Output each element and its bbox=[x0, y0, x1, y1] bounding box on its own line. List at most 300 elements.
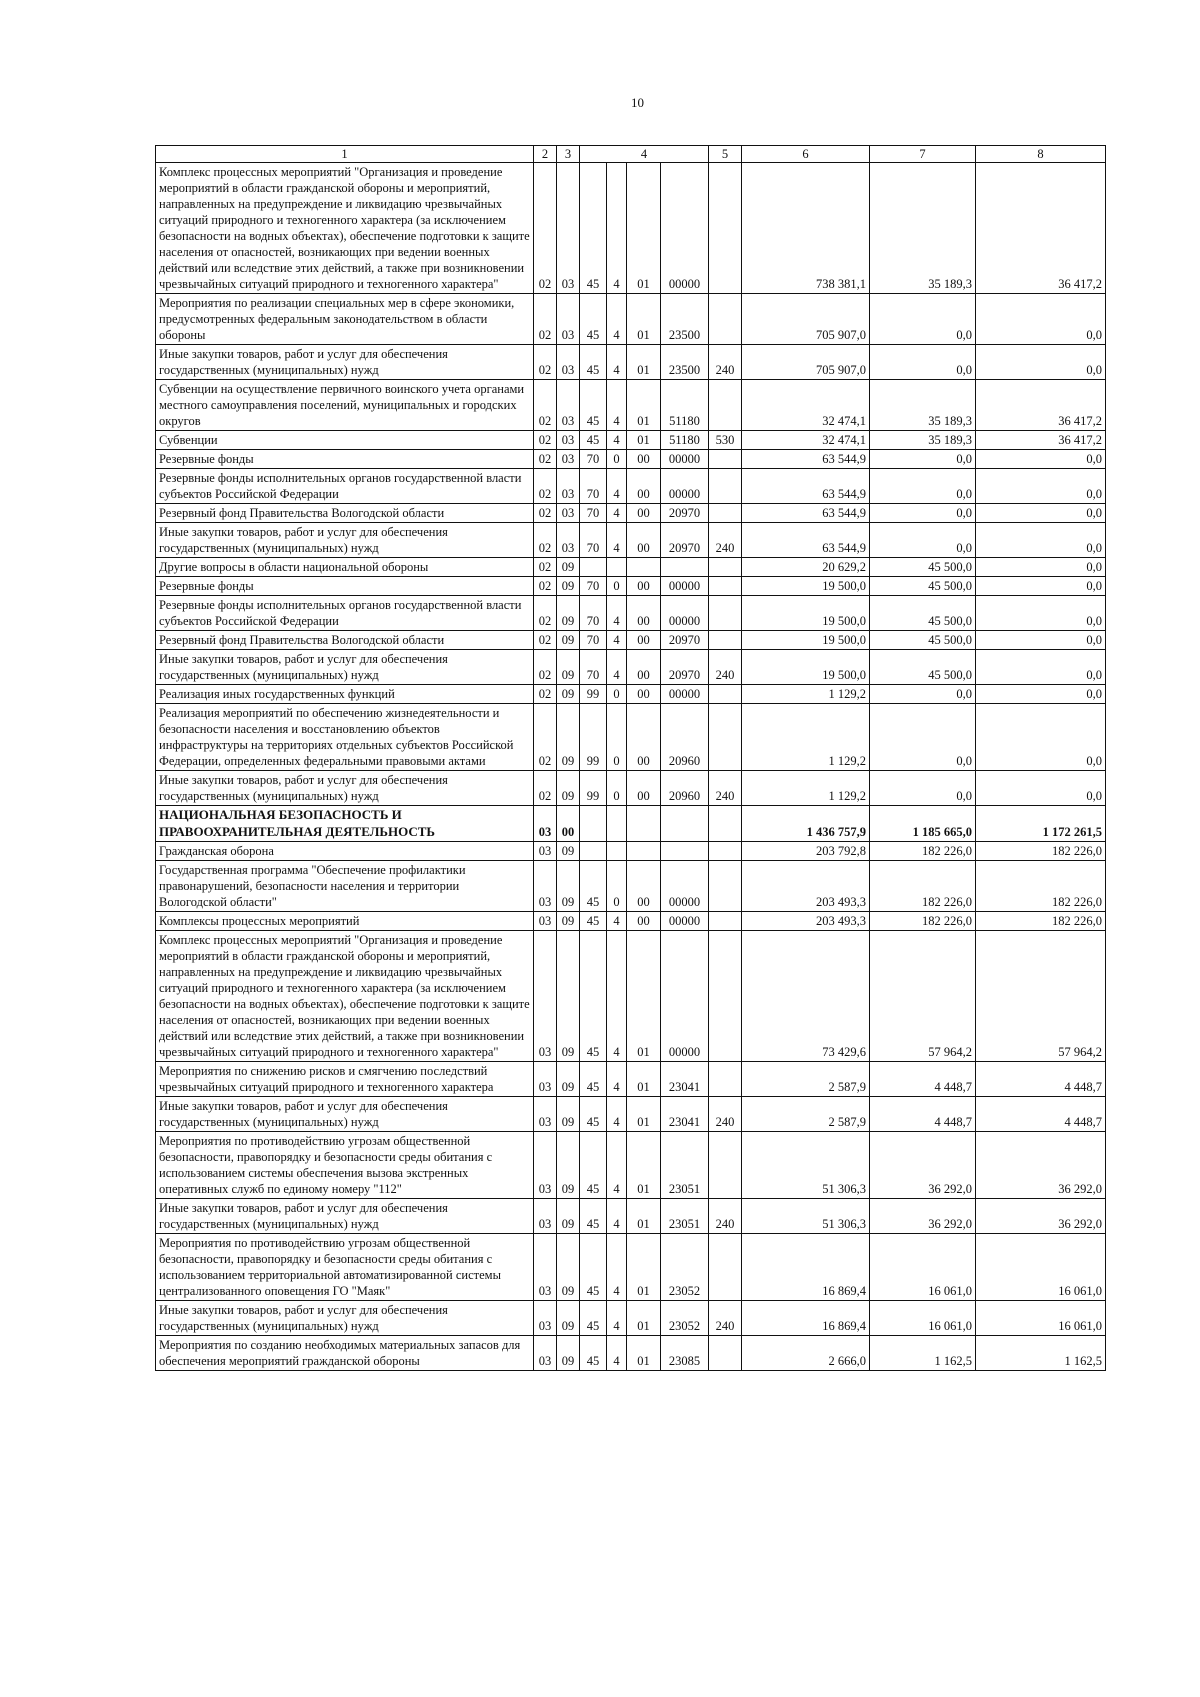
row-expense-type-code bbox=[709, 469, 742, 504]
row-amount-col6: 51 306,3 bbox=[742, 1199, 870, 1234]
row-direction-code: 00000 bbox=[661, 577, 709, 596]
row-subsection-code: 03 bbox=[557, 504, 580, 523]
row-amount-col8: 36 417,2 bbox=[976, 431, 1106, 450]
row-name: Мероприятия по реализации специальных мер в сфере экономики, предусмотренных федеральным законодательством в области обороны bbox=[156, 294, 534, 345]
row-amount-col7: 0,0 bbox=[870, 450, 976, 469]
row-direction-code: 23052 bbox=[661, 1234, 709, 1301]
row-amount-col7: 45 500,0 bbox=[870, 631, 976, 650]
row-expense-type-code bbox=[709, 450, 742, 469]
row-amount-col8: 182 226,0 bbox=[976, 912, 1106, 931]
row-subprogram-code: 00 bbox=[627, 469, 661, 504]
row-amount-col7: 57 964,2 bbox=[870, 931, 976, 1062]
row-direction-code bbox=[661, 558, 709, 577]
row-subprogram-code: 01 bbox=[627, 380, 661, 431]
row-amount-col8: 1 162,5 bbox=[976, 1336, 1106, 1371]
row-type-code bbox=[607, 806, 627, 842]
row-expense-type-code: 240 bbox=[709, 1199, 742, 1234]
row-subsection-code: 09 bbox=[557, 912, 580, 931]
row-expense-type-code: 240 bbox=[709, 1097, 742, 1132]
table-row bbox=[156, 1097, 1106, 1132]
row-expense-type-code bbox=[709, 704, 742, 771]
row-type-code: 4 bbox=[607, 1097, 627, 1132]
row-amount-col6: 32 474,1 bbox=[742, 380, 870, 431]
row-section-code: 02 bbox=[534, 685, 557, 704]
row-expense-type-code bbox=[709, 504, 742, 523]
row-name: Субвенции на осуществление первичного воинского учета органами местного самоуправления поселений, муниципальных и городских округов bbox=[156, 380, 534, 431]
row-type-code: 4 bbox=[607, 469, 627, 504]
row-amount-col8: 0,0 bbox=[976, 294, 1106, 345]
row-direction-code: 23051 bbox=[661, 1199, 709, 1234]
row-type-code: 0 bbox=[607, 685, 627, 704]
table-row bbox=[156, 596, 1106, 631]
row-expense-type-code bbox=[709, 931, 742, 1062]
row-subsection-code: 09 bbox=[557, 1097, 580, 1132]
row-subprogram-code: 00 bbox=[627, 523, 661, 558]
row-amount-col6: 32 474,1 bbox=[742, 431, 870, 450]
row-subsection-code: 09 bbox=[557, 577, 580, 596]
row-name: Резервные фонды bbox=[156, 450, 534, 469]
row-amount-col6: 203 493,3 bbox=[742, 861, 870, 912]
row-section-code: 02 bbox=[534, 431, 557, 450]
row-program-code: 45 bbox=[580, 1336, 607, 1371]
row-direction-code: 00000 bbox=[661, 163, 709, 294]
table-row bbox=[156, 861, 1106, 912]
row-subprogram-code: 00 bbox=[627, 504, 661, 523]
row-amount-col8: 0,0 bbox=[976, 631, 1106, 650]
row-amount-col6: 1 436 757,9 bbox=[742, 806, 870, 842]
row-section-code: 02 bbox=[534, 380, 557, 431]
row-program-code: 45 bbox=[580, 931, 607, 1062]
row-name: Субвенции bbox=[156, 431, 534, 450]
row-amount-col8: 0,0 bbox=[976, 771, 1106, 806]
row-direction-code: 23085 bbox=[661, 1336, 709, 1371]
table-row bbox=[156, 163, 1106, 294]
row-type-code: 4 bbox=[607, 1132, 627, 1199]
row-name: Мероприятия по противодействию угрозам общественной безопасности, правопорядку и безопасности среды обитания с использованием системы обеспечения вызова экстренных оперативных служб по единому номеру "112" bbox=[156, 1132, 534, 1199]
row-name: Другие вопросы в области национальной обороны bbox=[156, 558, 534, 577]
row-subsection-code: 03 bbox=[557, 345, 580, 380]
row-amount-col7: 0,0 bbox=[870, 469, 976, 504]
row-subprogram-code: 01 bbox=[627, 431, 661, 450]
row-name: Мероприятия по созданию необходимых материальных запасов для обеспечения мероприятий гражданской обороны bbox=[156, 1336, 534, 1371]
row-expense-type-code bbox=[709, 294, 742, 345]
row-amount-col7: 0,0 bbox=[870, 504, 976, 523]
row-amount-col8: 0,0 bbox=[976, 650, 1106, 685]
row-section-code: 02 bbox=[534, 596, 557, 631]
table-row bbox=[156, 1336, 1106, 1371]
row-section-code: 02 bbox=[534, 523, 557, 558]
row-amount-col7: 45 500,0 bbox=[870, 596, 976, 631]
row-name: Мероприятия по противодействию угрозам общественной безопасности, правопорядку и безопасности среды обитания с использованием территориальной автоматизированной системы централизованного оповещения ГО "Маяк" bbox=[156, 1234, 534, 1301]
row-expense-type-code bbox=[709, 1336, 742, 1371]
row-direction-code: 23041 bbox=[661, 1097, 709, 1132]
row-program-code: 99 bbox=[580, 685, 607, 704]
row-type-code: 4 bbox=[607, 1336, 627, 1371]
row-name: Иные закупки товаров, работ и услуг для обеспечения государственных (муниципальных) нужд bbox=[156, 650, 534, 685]
row-amount-col7: 0,0 bbox=[870, 523, 976, 558]
row-subprogram-code: 01 bbox=[627, 345, 661, 380]
row-amount-col7: 4 448,7 bbox=[870, 1062, 976, 1097]
row-expense-type-code: 240 bbox=[709, 345, 742, 380]
row-amount-col6: 1 129,2 bbox=[742, 704, 870, 771]
row-amount-col8: 0,0 bbox=[976, 558, 1106, 577]
row-amount-col7: 1 162,5 bbox=[870, 1336, 976, 1371]
table-body bbox=[156, 163, 1106, 1371]
row-amount-col6: 73 429,6 bbox=[742, 931, 870, 1062]
table-header bbox=[156, 146, 1106, 163]
row-amount-col8: 0,0 bbox=[976, 685, 1106, 704]
row-name: Мероприятия по снижению рисков и смягчению последствий чрезвычайных ситуаций природного и техногенного характера bbox=[156, 1062, 534, 1097]
row-subprogram-code: 01 bbox=[627, 294, 661, 345]
row-type-code: 4 bbox=[607, 163, 627, 294]
row-amount-col8: 0,0 bbox=[976, 577, 1106, 596]
row-expense-type-code bbox=[709, 912, 742, 931]
row-amount-col6: 2 587,9 bbox=[742, 1062, 870, 1097]
row-subprogram-code: 01 bbox=[627, 1234, 661, 1301]
row-subprogram-code: 01 bbox=[627, 1336, 661, 1371]
row-subprogram-code: 01 bbox=[627, 1062, 661, 1097]
row-amount-col6: 16 869,4 bbox=[742, 1301, 870, 1336]
row-expense-type-code bbox=[709, 842, 742, 861]
row-amount-col6: 705 907,0 bbox=[742, 294, 870, 345]
row-section-code: 03 bbox=[534, 1234, 557, 1301]
row-amount-col8: 36 292,0 bbox=[976, 1199, 1106, 1234]
table-row bbox=[156, 650, 1106, 685]
row-name: Иные закупки товаров, работ и услуг для обеспечения государственных (муниципальных) нужд bbox=[156, 523, 534, 558]
row-direction-code: 23052 bbox=[661, 1301, 709, 1336]
row-amount-col7: 0,0 bbox=[870, 771, 976, 806]
row-direction-code: 00000 bbox=[661, 685, 709, 704]
row-expense-type-code bbox=[709, 806, 742, 842]
row-section-code: 02 bbox=[534, 504, 557, 523]
row-amount-col8: 0,0 bbox=[976, 523, 1106, 558]
table-row bbox=[156, 1301, 1106, 1336]
row-direction-code: 20970 bbox=[661, 650, 709, 685]
row-type-code: 4 bbox=[607, 345, 627, 380]
row-direction-code: 23041 bbox=[661, 1062, 709, 1097]
row-section-code: 02 bbox=[534, 294, 557, 345]
row-amount-col7: 35 189,3 bbox=[870, 380, 976, 431]
row-expense-type-code bbox=[709, 1234, 742, 1301]
row-section-code: 03 bbox=[534, 1097, 557, 1132]
row-amount-col8: 57 964,2 bbox=[976, 931, 1106, 1062]
row-direction-code: 51180 bbox=[661, 380, 709, 431]
row-expense-type-code bbox=[709, 163, 742, 294]
row-name: Резервный фонд Правительства Вологодской области bbox=[156, 631, 534, 650]
row-subprogram-code: 00 bbox=[627, 650, 661, 685]
row-subsection-code: 09 bbox=[557, 1062, 580, 1097]
row-type-code: 4 bbox=[607, 650, 627, 685]
row-type-code: 4 bbox=[607, 596, 627, 631]
row-amount-col6: 2 587,9 bbox=[742, 1097, 870, 1132]
row-amount-col6: 63 544,9 bbox=[742, 469, 870, 504]
row-type-code: 0 bbox=[607, 450, 627, 469]
row-subprogram-code: 01 bbox=[627, 1097, 661, 1132]
row-direction-code: 00000 bbox=[661, 931, 709, 1062]
row-section-code: 03 bbox=[534, 842, 557, 861]
row-subprogram-code bbox=[627, 806, 661, 842]
row-program-code: 70 bbox=[580, 450, 607, 469]
row-program-code: 45 bbox=[580, 912, 607, 931]
row-program-code: 70 bbox=[580, 631, 607, 650]
row-amount-col6: 203 792,8 bbox=[742, 842, 870, 861]
table-row bbox=[156, 345, 1106, 380]
row-subsection-code: 03 bbox=[557, 431, 580, 450]
row-section-code: 02 bbox=[534, 345, 557, 380]
row-name: Комплекс процессных мероприятий "Организация и проведение мероприятий в области гражданской обороны и мероприятий, направленных на предупреждение и ликвидацию чрезвычайных ситуаций природного и техногенного характера (за исключением безопасности на водных объектах), обеспечение подготовки к защите населения от опасностей, возникающих при ведении военных действий или вследствие этих действий, а также при возникновении чрезвычайных ситуаций природного и техногенного характера" bbox=[156, 931, 534, 1062]
column-header-6: 6 bbox=[742, 146, 870, 163]
row-name: Комплекс процессных мероприятий "Организация и проведение мероприятий в области гражданской обороны и мероприятий, направленных на предупреждение и ликвидацию чрезвычайных ситуаций природного и техногенного характера (за исключением безопасности на водных объектах), обеспечение подготовки к защите населения от опасностей, возникающих при ведении военных действий или вследствие этих действий, а также при возникновении чрезвычайных ситуаций природного и техногенного характера" bbox=[156, 163, 534, 294]
row-amount-col7: 16 061,0 bbox=[870, 1234, 976, 1301]
table-row bbox=[156, 806, 1106, 842]
row-amount-col7: 182 226,0 bbox=[870, 912, 976, 931]
row-amount-col6: 20 629,2 bbox=[742, 558, 870, 577]
row-program-code: 70 bbox=[580, 469, 607, 504]
row-section-code: 03 bbox=[534, 806, 557, 842]
row-program-code: 45 bbox=[580, 294, 607, 345]
row-name: Резервные фонды исполнительных органов государственной власти субъектов Российской Федерации bbox=[156, 596, 534, 631]
row-type-code: 0 bbox=[607, 704, 627, 771]
row-subsection-code: 03 bbox=[557, 163, 580, 294]
row-subprogram-code: 00 bbox=[627, 861, 661, 912]
row-name: Реализация мероприятий по обеспечению жизнедеятельности и безопасности населения и восстановлению объектов инфраструктуры на территориях отдельных субъектов Российской Федерации, определенных федеральными правовыми актами bbox=[156, 704, 534, 771]
row-subprogram-code: 00 bbox=[627, 596, 661, 631]
row-amount-col6: 16 869,4 bbox=[742, 1234, 870, 1301]
row-type-code: 4 bbox=[607, 504, 627, 523]
row-name: Гражданская оборона bbox=[156, 842, 534, 861]
row-type-code: 4 bbox=[607, 380, 627, 431]
row-subsection-code: 03 bbox=[557, 450, 580, 469]
row-program-code: 70 bbox=[580, 596, 607, 631]
row-subsection-code: 03 bbox=[557, 380, 580, 431]
row-amount-col6: 63 544,9 bbox=[742, 504, 870, 523]
row-expense-type-code: 240 bbox=[709, 771, 742, 806]
row-amount-col7: 16 061,0 bbox=[870, 1301, 976, 1336]
row-program-code bbox=[580, 842, 607, 861]
row-type-code: 0 bbox=[607, 861, 627, 912]
row-direction-code: 20960 bbox=[661, 771, 709, 806]
row-amount-col8: 4 448,7 bbox=[976, 1097, 1106, 1132]
row-type-code: 4 bbox=[607, 431, 627, 450]
row-subprogram-code: 00 bbox=[627, 771, 661, 806]
row-amount-col8: 16 061,0 bbox=[976, 1234, 1106, 1301]
row-section-code: 03 bbox=[534, 1199, 557, 1234]
row-program-code: 45 bbox=[580, 1301, 607, 1336]
row-type-code: 4 bbox=[607, 931, 627, 1062]
row-subsection-code: 00 bbox=[557, 806, 580, 842]
row-program-code bbox=[580, 806, 607, 842]
row-program-code: 45 bbox=[580, 1097, 607, 1132]
row-subsection-code: 09 bbox=[557, 704, 580, 771]
row-amount-col7: 0,0 bbox=[870, 685, 976, 704]
row-subsection-code: 09 bbox=[557, 558, 580, 577]
row-type-code: 4 bbox=[607, 631, 627, 650]
table-row bbox=[156, 380, 1106, 431]
row-amount-col6: 203 493,3 bbox=[742, 912, 870, 931]
row-expense-type-code: 240 bbox=[709, 523, 742, 558]
row-expense-type-code: 530 bbox=[709, 431, 742, 450]
row-amount-col6: 1 129,2 bbox=[742, 685, 870, 704]
row-subprogram-code: 01 bbox=[627, 1132, 661, 1199]
row-program-code: 45 bbox=[580, 431, 607, 450]
row-program-code: 99 bbox=[580, 771, 607, 806]
row-subsection-code: 09 bbox=[557, 842, 580, 861]
row-direction-code: 20970 bbox=[661, 523, 709, 558]
row-name: Иные закупки товаров, работ и услуг для обеспечения государственных (муниципальных) нужд bbox=[156, 1301, 534, 1336]
row-amount-col8: 36 292,0 bbox=[976, 1132, 1106, 1199]
row-name: Резервные фонды bbox=[156, 577, 534, 596]
row-amount-col6: 1 129,2 bbox=[742, 771, 870, 806]
row-section-code: 02 bbox=[534, 450, 557, 469]
table-row bbox=[156, 771, 1106, 806]
row-subsection-code: 09 bbox=[557, 771, 580, 806]
row-amount-col7: 1 185 665,0 bbox=[870, 806, 976, 842]
row-amount-col7: 36 292,0 bbox=[870, 1132, 976, 1199]
row-subsection-code: 09 bbox=[557, 596, 580, 631]
row-expense-type-code bbox=[709, 631, 742, 650]
row-subsection-code: 09 bbox=[557, 1132, 580, 1199]
row-subsection-code: 03 bbox=[557, 469, 580, 504]
row-type-code: 0 bbox=[607, 771, 627, 806]
table-row bbox=[156, 1234, 1106, 1301]
row-section-code: 03 bbox=[534, 931, 557, 1062]
row-type-code: 4 bbox=[607, 1234, 627, 1301]
row-section-code: 02 bbox=[534, 704, 557, 771]
row-section-code: 03 bbox=[534, 912, 557, 931]
row-direction-code: 23500 bbox=[661, 345, 709, 380]
row-section-code: 03 bbox=[534, 1336, 557, 1371]
row-subprogram-code: 00 bbox=[627, 912, 661, 931]
row-amount-col7: 36 292,0 bbox=[870, 1199, 976, 1234]
row-section-code: 03 bbox=[534, 1301, 557, 1336]
table-row bbox=[156, 523, 1106, 558]
row-subprogram-code: 00 bbox=[627, 631, 661, 650]
table-row bbox=[156, 504, 1106, 523]
column-header-7: 7 bbox=[870, 146, 976, 163]
column-header-3: 3 bbox=[557, 146, 580, 163]
row-amount-col8: 16 061,0 bbox=[976, 1301, 1106, 1336]
row-amount-col6: 51 306,3 bbox=[742, 1132, 870, 1199]
row-subsection-code: 03 bbox=[557, 294, 580, 345]
row-section-code: 03 bbox=[534, 861, 557, 912]
row-subsection-code: 09 bbox=[557, 1199, 580, 1234]
row-amount-col7: 182 226,0 bbox=[870, 842, 976, 861]
table-row bbox=[156, 577, 1106, 596]
row-amount-col8: 36 417,2 bbox=[976, 380, 1106, 431]
row-amount-col7: 4 448,7 bbox=[870, 1097, 976, 1132]
row-amount-col8: 36 417,2 bbox=[976, 163, 1106, 294]
row-section-code: 02 bbox=[534, 577, 557, 596]
column-header-2: 2 bbox=[534, 146, 557, 163]
row-amount-col8: 182 226,0 bbox=[976, 842, 1106, 861]
table-row bbox=[156, 450, 1106, 469]
row-amount-col8: 0,0 bbox=[976, 596, 1106, 631]
row-program-code: 45 bbox=[580, 1234, 607, 1301]
row-expense-type-code: 240 bbox=[709, 650, 742, 685]
row-type-code: 4 bbox=[607, 294, 627, 345]
row-amount-col8: 0,0 bbox=[976, 469, 1106, 504]
row-name: Комплексы процессных мероприятий bbox=[156, 912, 534, 931]
row-direction-code: 00000 bbox=[661, 912, 709, 931]
row-name: Резервные фонды исполнительных органов государственной власти субъектов Российской Федерации bbox=[156, 469, 534, 504]
row-subprogram-code bbox=[627, 842, 661, 861]
row-program-code: 70 bbox=[580, 577, 607, 596]
row-expense-type-code bbox=[709, 685, 742, 704]
row-expense-type-code bbox=[709, 558, 742, 577]
table-row bbox=[156, 558, 1106, 577]
row-section-code: 03 bbox=[534, 1132, 557, 1199]
row-amount-col8: 4 448,7 bbox=[976, 1062, 1106, 1097]
row-program-code bbox=[580, 558, 607, 577]
row-direction-code: 20960 bbox=[661, 704, 709, 771]
row-type-code: 4 bbox=[607, 1062, 627, 1097]
row-name: Иные закупки товаров, работ и услуг для обеспечения государственных (муниципальных) нужд bbox=[156, 1097, 534, 1132]
row-subsection-code: 09 bbox=[557, 931, 580, 1062]
row-program-code: 70 bbox=[580, 650, 607, 685]
row-direction-code: 00000 bbox=[661, 861, 709, 912]
row-section-code: 02 bbox=[534, 163, 557, 294]
row-name: Реализация иных государственных функций bbox=[156, 685, 534, 704]
table-row bbox=[156, 1132, 1106, 1199]
row-expense-type-code bbox=[709, 596, 742, 631]
row-amount-col8: 1 172 261,5 bbox=[976, 806, 1106, 842]
table-row bbox=[156, 842, 1106, 861]
row-amount-col6: 705 907,0 bbox=[742, 345, 870, 380]
row-amount-col7: 45 500,0 bbox=[870, 558, 976, 577]
row-subprogram-code bbox=[627, 558, 661, 577]
row-amount-col7: 35 189,3 bbox=[870, 431, 976, 450]
row-expense-type-code bbox=[709, 861, 742, 912]
row-amount-col6: 738 381,1 bbox=[742, 163, 870, 294]
row-program-code: 45 bbox=[580, 861, 607, 912]
row-amount-col6: 63 544,9 bbox=[742, 523, 870, 558]
column-header-8: 8 bbox=[976, 146, 1106, 163]
row-type-code bbox=[607, 558, 627, 577]
row-direction-code: 00000 bbox=[661, 450, 709, 469]
table-row bbox=[156, 294, 1106, 345]
row-amount-col8: 182 226,0 bbox=[976, 861, 1106, 912]
row-amount-col6: 19 500,0 bbox=[742, 631, 870, 650]
row-amount-col7: 45 500,0 bbox=[870, 577, 976, 596]
row-section-code: 02 bbox=[534, 469, 557, 504]
row-amount-col7: 45 500,0 bbox=[870, 650, 976, 685]
row-expense-type-code bbox=[709, 380, 742, 431]
row-amount-col7: 0,0 bbox=[870, 345, 976, 380]
row-direction-code: 00000 bbox=[661, 469, 709, 504]
row-program-code: 45 bbox=[580, 380, 607, 431]
row-section-code: 02 bbox=[534, 558, 557, 577]
row-expense-type-code: 240 bbox=[709, 1301, 742, 1336]
row-program-code: 45 bbox=[580, 163, 607, 294]
row-direction-code: 51180 bbox=[661, 431, 709, 450]
row-subsection-code: 09 bbox=[557, 650, 580, 685]
column-header-5: 5 bbox=[709, 146, 742, 163]
row-section-code: 02 bbox=[534, 650, 557, 685]
row-amount-col7: 182 226,0 bbox=[870, 861, 976, 912]
row-direction-code: 23051 bbox=[661, 1132, 709, 1199]
row-amount-col6: 19 500,0 bbox=[742, 650, 870, 685]
row-subsection-code: 09 bbox=[557, 1336, 580, 1371]
row-amount-col7: 35 189,3 bbox=[870, 163, 976, 294]
row-direction-code: 00000 bbox=[661, 596, 709, 631]
row-amount-col6: 19 500,0 bbox=[742, 596, 870, 631]
row-subsection-code: 09 bbox=[557, 1234, 580, 1301]
row-type-code: 0 bbox=[607, 577, 627, 596]
row-type-code: 4 bbox=[607, 912, 627, 931]
row-name: Иные закупки товаров, работ и услуг для обеспечения государственных (муниципальных) нужд bbox=[156, 1199, 534, 1234]
row-section-code: 02 bbox=[534, 631, 557, 650]
row-subprogram-code: 00 bbox=[627, 577, 661, 596]
